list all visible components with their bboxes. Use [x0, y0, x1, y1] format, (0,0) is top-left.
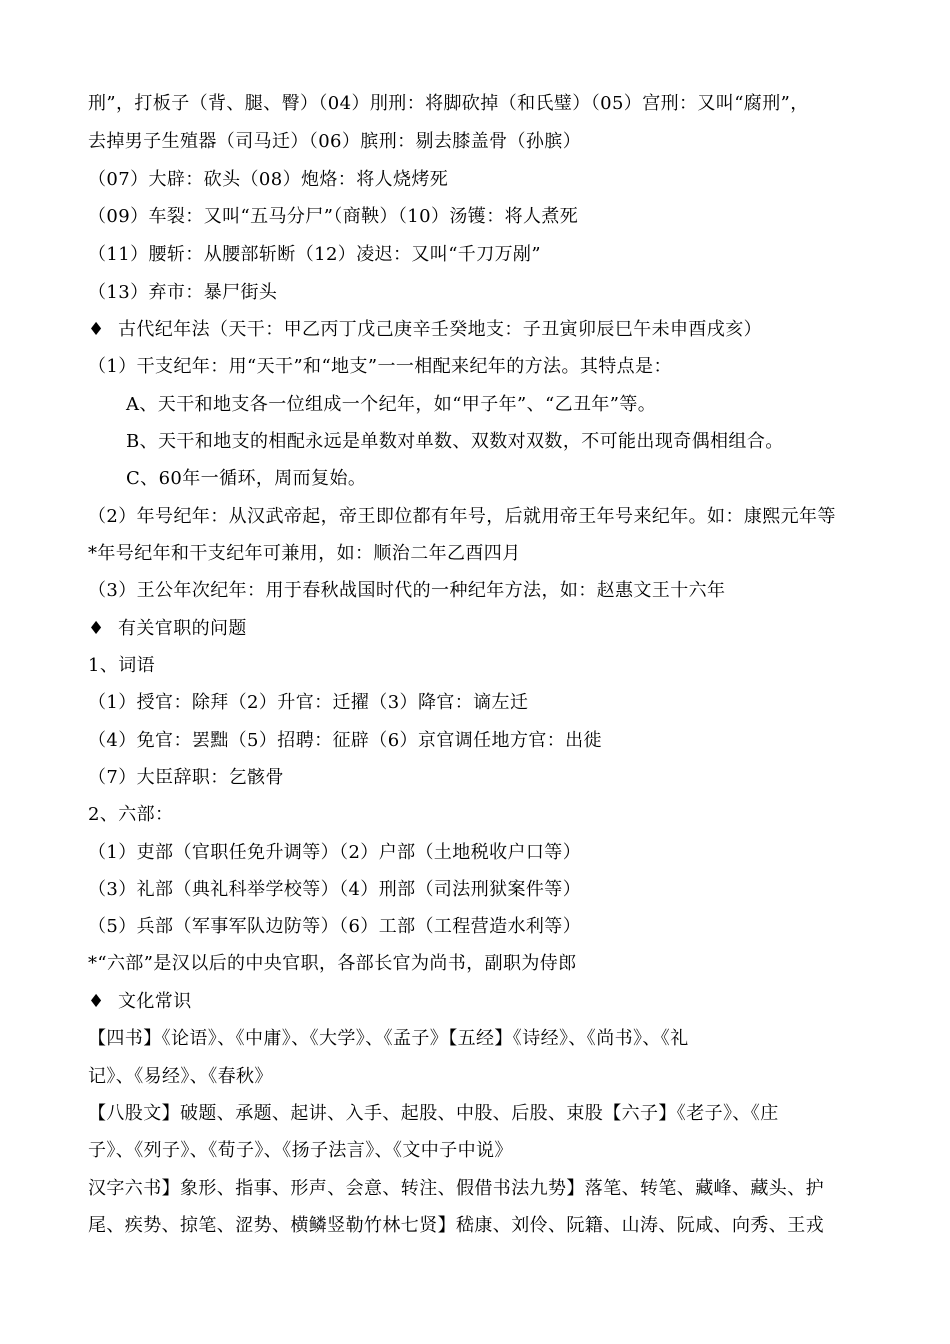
diamond-bullet-icon: ♦ [88, 991, 105, 1012]
text-line: 刑”，打板子（背、腿、臀）（04）刖刑：将脚砍掉（和氏璧）（05）宫刑：又叫“腐刑”， [88, 93, 809, 114]
text-line: 【四书】《论语》、《中庸》、《大学》、《孟子》【五经】《诗经》、《尚书》、《礼 [88, 1028, 689, 1049]
text-line: C、60年一循环，周而复始。 [126, 468, 367, 489]
text-line: （11）腰斩：从腰部斩断（12）凌迟：又叫“千刀万剐” [88, 244, 542, 265]
text-line: 去掉男子生殖器（司马迁）（06）膑刑：剔去膝盖骨（孙膑） [88, 131, 582, 152]
section-heading-official-posts [88, 617, 878, 641]
text-line: （7）大臣辞职：乞骸骨 [88, 767, 284, 788]
text-line: 记》、《易经》、《春秋》 [88, 1066, 273, 1087]
text-line: 子》、《列子》、《荀子》、《扬子法言》、《文中子中说》 [88, 1140, 513, 1161]
text-line: （5）兵部（军事军队边防等）（6）工部（工程营造水利等） [88, 916, 582, 937]
section-heading-culture [88, 990, 878, 1014]
diamond-bullet-icon: ♦ [88, 319, 105, 340]
text-line: （1）干支纪年：用“天干”和“地支”一一相配来纪年的方法。其特点是： [88, 356, 672, 377]
text-line: 1、词语 [88, 655, 156, 676]
text-line: 【八股文】破题、承题、起讲、入手、起股、中股、后股、束股【六子】《老子》、《庄 [88, 1103, 779, 1124]
text-line: （1）吏部（官职任免升调等）（2）户部（土地税收户口等） [88, 842, 582, 863]
text-line: 2、六部： [88, 804, 174, 825]
section-heading-ancient-calendar [88, 318, 878, 342]
section-heading-text: 有关官职的问题 [118, 618, 247, 639]
text-line: （1）授官：除拜（2）升官：迁擢（3）降官：谪左迁 [88, 692, 529, 713]
text-line: （3）王公年次纪年：用于春秋战国时代的一种纪年方法，如：赵惠文王十六年 [88, 580, 726, 601]
text-line: *年号纪年和干支纪年可兼用，如：顺治二年乙酉四月 [88, 543, 521, 564]
text-line: A、天干和地支各一位组成一个纪年，如“甲子年”、“乙丑年”等。 [126, 394, 657, 415]
text-line: （2）年号纪年：从汉武帝起，帝王即位都有年号，后就用帝王年号来纪年。如：康熙元年等 [88, 506, 836, 527]
text-line: 尾、疾势、掠笔、涩势、横鳞竖勒竹林七贤】嵇康、刘伶、阮籍、山涛、阮咸、向秀、王戎 [88, 1215, 824, 1236]
text-line: （4）免官：罢黜（5）招聘：征辟（6）京官调任地方官：出徙 [88, 730, 602, 751]
text-line: （3）礼部（典礼科举学校等）（4）刑部（司法刑狱案件等） [88, 879, 582, 900]
text-line: B、天干和地支的相配永远是单数对单数、双数对双数，不可能出现奇偶相组合。 [126, 431, 784, 452]
section-heading-text: 文化常识 [118, 991, 192, 1012]
section-heading-text: 古代纪年法（天干：甲乙丙丁戊己庚辛壬癸地支：子丑寅卯辰巳午未申酉戌亥） [118, 319, 762, 340]
text-line: *“六部”是汉以后的中央官职，各部长官为尚书，副职为侍郎 [88, 953, 577, 974]
text-line: 汉字六书】象形、指事、形声、会意、转注、假借书法九势】落笔、转笔、藏峰、藏头、护 [88, 1178, 824, 1199]
text-line: （07）大辟：砍头（08）炮烙：将人烧烤死 [88, 169, 449, 190]
text-line: （09）车裂：又叫“五马分尸”（商鞅）（10）汤镬：将人煮死 [88, 206, 579, 227]
text-line: （13）弃市：暴尸街头 [88, 282, 278, 303]
diamond-bullet-icon: ♦ [88, 618, 105, 639]
